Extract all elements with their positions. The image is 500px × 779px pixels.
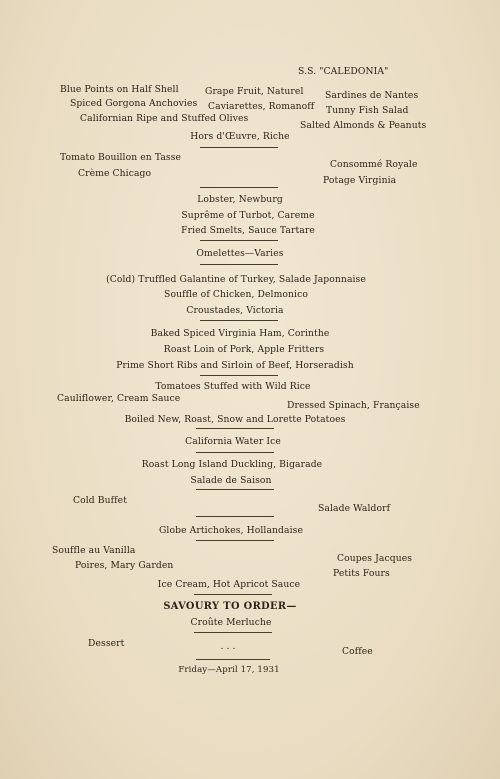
menu-item: Lobster, Newburg [197,194,283,205]
menu-item: Suprême of Turbot, Careme [181,210,315,221]
menu-item: Cauliflower, Cream Sauce [57,393,181,404]
menu-item: Sardines de Nantes [325,90,419,101]
divider [196,516,274,517]
menu-item: Coffee [342,646,373,657]
menu-item: Prime Short Ribs and Sirloin of Beef, Horseradish [116,360,354,371]
menu-item: Hors d'Œuvre, Riche [190,131,290,142]
divider [196,659,270,660]
divider [196,540,274,541]
menu-item: Crème Chicago [78,168,152,179]
menu-item: Consommé Royale [330,159,418,170]
menu-item: Cold Buffet [73,495,127,506]
menu-item: Spiced Gorgona Anchovies [70,98,198,109]
divider [194,594,272,595]
menu-item: Dressed Spinach, Française [287,400,420,411]
menu-item: Tomato Bouillon en Tasse [60,152,182,163]
divider [194,632,272,633]
divider [200,375,278,376]
menu-item: Poires, Mary Garden [75,560,174,571]
menu-item: Salade Waldorf [318,503,391,514]
divider [196,489,274,490]
menu-item: Souffle au Vanilla [52,545,136,556]
divider [200,240,278,241]
menu-item: Tunny Fish Salad [326,105,409,116]
menu-item: Roast Loin of Pork, Apple Fritters [163,344,325,355]
ship-name: S.S. "CALEDONIA" [298,66,389,77]
menu-item: Croustades, Victoria [186,305,284,316]
menu-item: Coupes Jacques [337,553,413,564]
menu-item: Fried Smelts, Sauce Tartare [181,225,315,236]
menu-item: Baked Spiced Virginia Ham, Corinthe [150,328,330,339]
menu-item: Souffle of Chicken, Delmonico [164,289,308,300]
menu-date: Friday—April 17, 1931 [178,665,280,675]
menu-item: Petits Fours [333,568,390,579]
menu-item: Roast Long Island Duckling, Bigarade [141,459,323,470]
menu-item: Potage Virginia [323,175,397,186]
menu-item: Blue Points on Half Shell [60,84,179,95]
ellipsis-dots: . . . [220,641,236,652]
menu-item: Globe Artichokes, Hollandaise [158,525,304,536]
menu-item: Boiled New, Roast, Snow and Lorette Potatoes [124,414,346,425]
menu-item: Croûte Merluche [190,617,272,628]
menu-item: Ice Cream, Hot Apricot Sauce [157,579,301,590]
menu-item: Omelettes—Varies [196,248,284,259]
menu-item: (Cold) Truffled Galantine of Turkey, Salade Japonnaise [106,274,366,285]
menu-item: Salade de Saison [190,475,272,486]
divider [200,320,278,321]
menu-item: Grape Fruit, Naturel [205,86,304,97]
menu-item: Tomatoes Stuffed with Wild Rice [155,381,311,392]
divider [196,452,274,453]
divider [200,187,278,188]
menu-item: Californian Ripe and Stuffed Olives [80,113,249,124]
savoury-heading: SAVOURY TO ORDER— [163,601,297,612]
divider [200,264,278,265]
menu-item: Caviarettes, Romanoff [208,101,315,112]
menu-item: Salted Almonds & Peanuts [300,120,427,131]
menu-item: California Water Ice [185,436,281,447]
menu-item: Dessert [88,638,125,649]
divider [196,428,274,429]
divider [200,147,278,148]
